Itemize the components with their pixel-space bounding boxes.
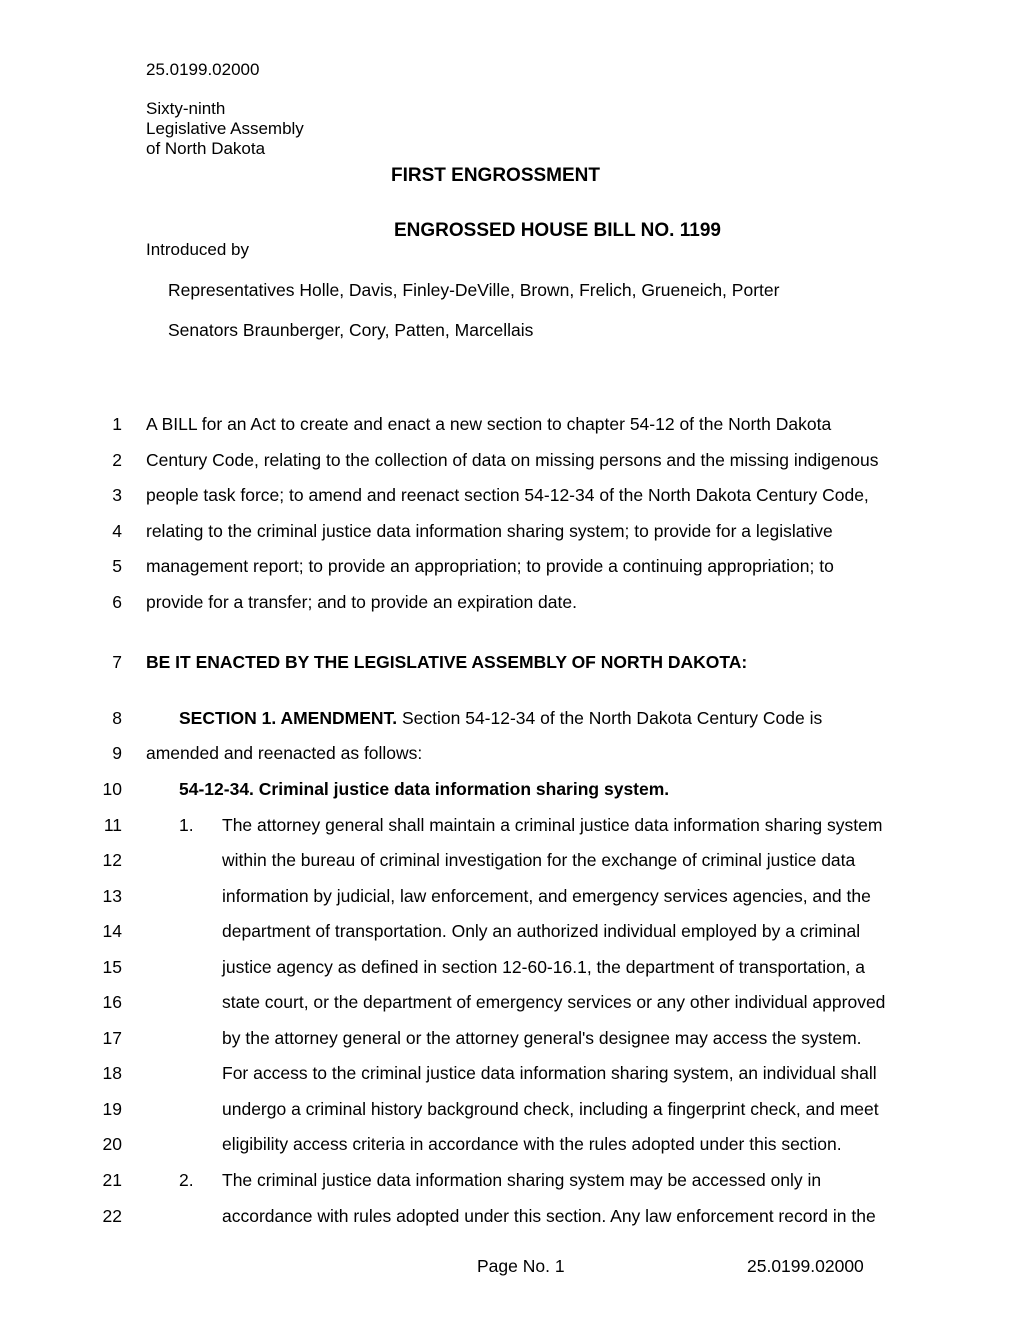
bill-title: ENGROSSED HOUSE BILL NO. 1199 xyxy=(394,220,721,241)
senators-list: Senators Braunberger, Cory, Patten, Marcellais xyxy=(168,320,534,340)
footer-document-id: 25.0199.02000 xyxy=(747,1256,864,1276)
line-7 xyxy=(0,652,1024,674)
line-17 xyxy=(0,1028,1024,1050)
line-4 xyxy=(0,521,1024,543)
line-number: 3 xyxy=(112,485,122,505)
line-number: 10 xyxy=(102,779,122,799)
representatives-list: Representatives Holle, Davis, Finley-DeVille, Brown, Frelich, Grueneich, Porter xyxy=(168,280,780,300)
introduced-by-label: Introduced by xyxy=(146,240,250,259)
line-6 xyxy=(0,592,1024,614)
line-text: state court, or the department of emergency services or any other individual approved xyxy=(222,992,886,1012)
line-number: 2 xyxy=(112,450,122,470)
line-2 xyxy=(0,450,1024,472)
assembly-line-3: of North Dakota xyxy=(146,139,266,158)
line-text: Section 54-12-34 of the North Dakota Century Code is xyxy=(397,708,823,728)
line-14 xyxy=(0,921,1024,943)
assembly-line-2: Legislative Assembly xyxy=(146,119,304,138)
line-number: 8 xyxy=(112,708,122,728)
line-8 xyxy=(0,708,1024,730)
line-13 xyxy=(0,886,1024,908)
line-text: Century Code, relating to the collection of data on missing persons and the missing indigenous xyxy=(146,450,879,470)
item-number: 1. xyxy=(179,815,194,835)
line-number: 19 xyxy=(102,1099,122,1119)
line-number: 20 xyxy=(102,1134,122,1154)
line-text: provide for a transfer; and to provide an expiration date. xyxy=(146,592,577,612)
line-number: 15 xyxy=(102,957,122,977)
line-number: 17 xyxy=(102,1028,122,1048)
page-number: Page No. 1 xyxy=(477,1256,565,1276)
engrossment-title: FIRST ENGROSSMENT xyxy=(391,165,601,186)
line-number: 6 xyxy=(112,592,122,612)
line-text: The attorney general shall maintain a criminal justice data information sharing system xyxy=(222,815,883,835)
line-16 xyxy=(0,992,1024,1014)
line-9 xyxy=(0,743,1024,765)
line-text: information by judicial, law enforcement, and emergency services agencies, and the xyxy=(222,886,871,906)
line-text: eligibility access criteria in accordance with the rules adopted under this section. xyxy=(222,1134,842,1154)
line-18 xyxy=(0,1063,1024,1085)
line-12 xyxy=(0,850,1024,872)
line-11 xyxy=(0,815,1024,837)
line-20 xyxy=(0,1134,1024,1156)
section-label: SECTION 1. AMENDMENT. xyxy=(179,708,398,728)
line-10 xyxy=(0,779,1024,801)
line-text: within the bureau of criminal investigation for the exchange of criminal justice data xyxy=(222,850,856,870)
line-number: 12 xyxy=(102,850,122,870)
line-text: management report; to provide an appropriation; to provide a continuing appropriation; to xyxy=(146,556,834,576)
line-number: 11 xyxy=(103,815,122,835)
line-number: 4 xyxy=(112,521,122,541)
line-text: people task force; to amend and reenact section 54-12-34 of the North Dakota Century Code, xyxy=(146,485,869,505)
line-19 xyxy=(0,1099,1024,1121)
line-number: 14 xyxy=(102,921,122,941)
enacting-clause: BE IT ENACTED BY THE LEGISLATIVE ASSEMBLY OF NORTH DAKOTA: xyxy=(146,652,748,672)
line-5 xyxy=(0,556,1024,578)
line-text: by the attorney general or the attorney general's designee may access the system. xyxy=(222,1028,862,1048)
document-id: 25.0199.02000 xyxy=(146,60,260,79)
line-text: A BILL for an Act to create and enact a new section to chapter 54-12 of the North Dakota xyxy=(146,414,832,434)
line-text: department of transportation. Only an authorized individual employed by a criminal xyxy=(222,921,861,941)
line-21 xyxy=(0,1170,1024,1192)
line-number: 7 xyxy=(112,652,122,672)
section-heading xyxy=(179,708,822,729)
item-number: 2. xyxy=(179,1170,194,1190)
line-text: undergo a criminal history background check, including a fingerprint check, and meet xyxy=(222,1099,879,1119)
line-number: 16 xyxy=(102,992,122,1012)
line-number: 5 xyxy=(112,556,122,576)
line-text: For access to the criminal justice data information sharing system, an individual shall xyxy=(222,1063,877,1083)
line-3 xyxy=(0,485,1024,507)
line-text: accordance with rules adopted under this section. Any law enforcement record in the xyxy=(222,1206,876,1226)
line-number: 1 xyxy=(112,414,122,434)
line-text: relating to the criminal justice data information sharing system; to provide for a legislative xyxy=(146,521,833,541)
line-number: 21 xyxy=(102,1170,122,1190)
line-text: The criminal justice data information sharing system may be accessed only in xyxy=(222,1170,822,1190)
line-text: justice agency as defined in section 12-60-16.1, the department of transportation, a xyxy=(222,957,866,977)
line-number: 13 xyxy=(102,886,122,906)
line-1 xyxy=(0,414,1024,436)
line-22 xyxy=(0,1206,1024,1228)
line-number: 18 xyxy=(102,1063,122,1083)
statute-heading: 54-12-34. Criminal justice data information sharing system. xyxy=(179,779,670,799)
assembly-line-1: Sixty-ninth xyxy=(146,99,226,118)
line-text: amended and reenacted as follows: xyxy=(146,743,423,763)
line-15 xyxy=(0,957,1024,979)
line-number: 9 xyxy=(112,743,122,763)
line-number: 22 xyxy=(102,1206,122,1226)
